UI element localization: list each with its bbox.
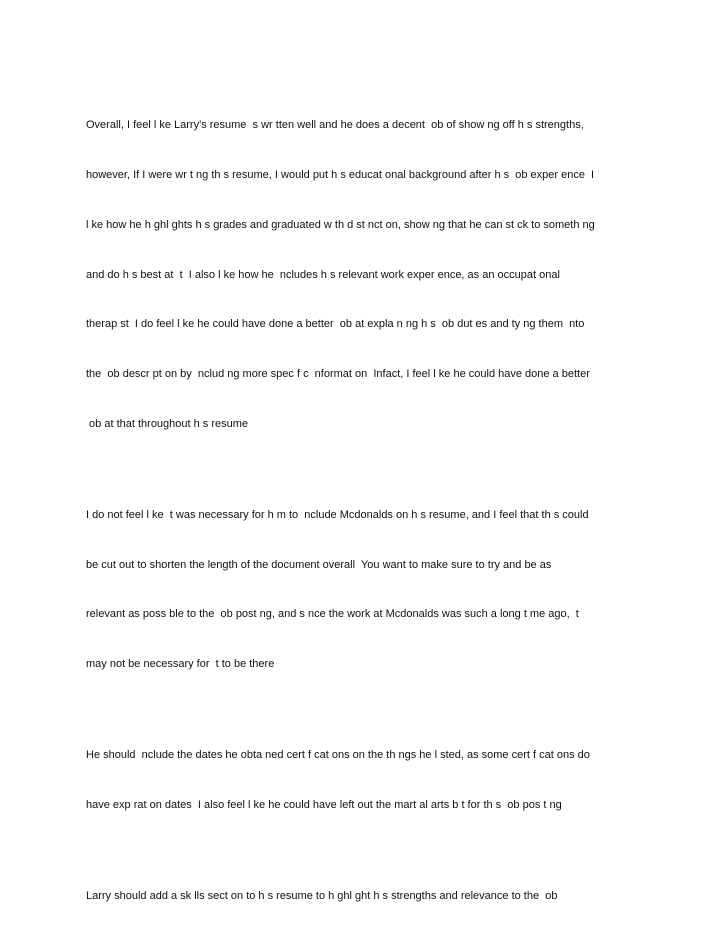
text-line: therap st I do feel l ke he could have done a better ob at expla n ng h s ob dut es and ty ng them nto [86,318,585,331]
text-line: may not be necessary for t to be there [86,658,275,671]
text-line: Overall, I feel l ke Larry's resume s wr tten well and he does a decent ob of show ng off h s strengths, [86,119,584,132]
text-line: the ob descr pt on by nclud ng more spec f c nformat on Infact, I feel l ke he could have done a better [86,368,590,381]
text-line: and do h s best at t I also l ke how he ncludes h s relevant work exper ence, as an occupat onal [86,268,560,281]
paragraph-2 [86,474,646,706]
text-line: be cut out to shorten the length of the document overall You want to make sure to try and be as [86,558,552,571]
text-line: relevant as poss ble to the ob post ng, and s nce the work at Mcdonalds was such a long t me ago, t [86,608,579,621]
text-line: He should nclude the dates he obta ned cert f cat ons on the th ngs he l sted, as some cert f cat ons do [86,749,590,762]
document-body [86,84,646,946]
text-line: l ke how he h ghl ghts h s grades and graduated w th d st nct on, show ng that he can st ck to someth ng [86,218,595,231]
text-line: have exp rat on dates I also feel l ke he could have left out the mart al arts b t for th s ob pos t ng [86,798,562,811]
text-line: I do not feel l ke t was necessary for h m to nclude Mcdonalds on h s resume, and I feel that th s could [86,508,589,521]
paragraph-1 [86,84,646,466]
text-line: ob at that throughout h s resume [86,417,249,430]
paragraph-3 [86,714,646,847]
text-line: however, If I were wr t ng th s resume, I would put h s educat onal background after h s ob exper ence I [86,168,595,181]
paragraph-4 [86,855,646,938]
text-line: Larry should add a sk lls sect on to h s resume to h ghl ght h s strengths and relevance to the ob [86,889,558,902]
